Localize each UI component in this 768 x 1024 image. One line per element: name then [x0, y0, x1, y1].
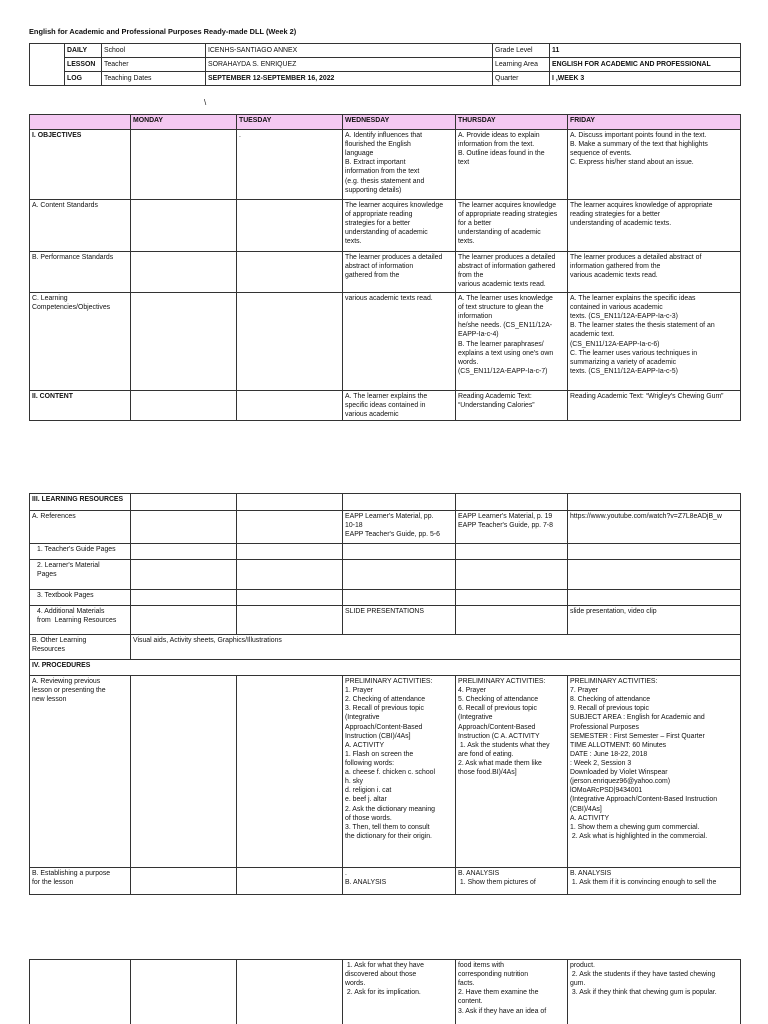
cell-thursday: [456, 391, 568, 421]
cell-friday: [568, 606, 741, 635]
cell-line: Approach/Content-Based: [345, 723, 423, 731]
cell-thursday: [456, 293, 568, 391]
cell-line: of appropriate reading strategies: [458, 211, 558, 219]
cell-line: EAPP Teacher's Guide, pp. 5-6: [345, 531, 440, 539]
objectives-table: [29, 114, 741, 421]
continuation-tuesday-cell: [237, 960, 343, 1024]
cell-line: various academic texts read.: [345, 295, 433, 302]
row-label: A. Content Standards: [30, 200, 131, 252]
row-label: II. CONTENT: [30, 391, 131, 421]
cell-line: of appropriate reading: [345, 211, 413, 219]
cell-line: 2. Ask for its implication.: [345, 989, 421, 997]
cell-line: A. The learner explains the specific ideas: [570, 295, 696, 302]
table-row: [30, 676, 741, 868]
table-row: [30, 590, 741, 606]
cell-wednesday: [343, 494, 456, 511]
day-header-thursday: THURSDAY: [456, 115, 568, 130]
school-value: ICENHS-SANTIAGO ANNEX: [206, 44, 493, 58]
cell-friday: [568, 544, 741, 560]
dll-label-daily: DAILY: [65, 44, 102, 58]
cell-line: various academic texts read.: [570, 272, 658, 280]
row-label: C. Learning Competencies/Objectives: [30, 293, 131, 391]
cell-line: B. The learner paraphrases/: [458, 340, 544, 348]
cell-line: SUBJECT AREA : English for Academic and: [570, 714, 705, 722]
cell-line: 2. Ask the students if they have tasted chewing: [570, 971, 716, 979]
cell-line: e. beef j. altar: [345, 796, 387, 804]
cell-monday: [131, 391, 237, 421]
cell-line: explains a text using one's own: [458, 349, 554, 357]
cell-line: flourished the English: [345, 141, 411, 149]
row-label: I. OBJECTIVES: [30, 130, 131, 200]
cell-tuesday: .: [237, 130, 343, 200]
cell-line: B. Make a summary of the text that highlights: [570, 141, 708, 149]
table-row: [30, 511, 741, 544]
cell-line: are fond of eating.: [458, 750, 514, 758]
cell-line: 2. Ask what is highlighted in the commercial.: [570, 832, 708, 840]
table-row: [30, 868, 741, 895]
cell-friday: [568, 511, 741, 544]
quarter-label: Quarter: [493, 72, 550, 86]
cell-line: C. Express his/her stand about an issue.: [570, 159, 694, 167]
cell-monday: [131, 606, 237, 635]
row-span-cell: Visual aids, Activity sheets, Graphics/Illustrations: [131, 635, 741, 660]
continuation-monday-cell: [131, 960, 237, 1024]
cell-wednesday: [343, 252, 456, 293]
cell-tuesday: [237, 544, 343, 560]
cell-line: 1. Ask them if it is convincing enough to sell the: [570, 879, 717, 887]
cell-line: Reading Academic Text: “Wrigley's Chewing Gum”: [570, 393, 724, 400]
table-row: [30, 494, 741, 511]
cell-line: a. cheese f. chicken c. school: [345, 769, 436, 777]
cell-line: DATE : June 18-22, 2018: [570, 750, 648, 758]
continuation-wednesday-cell: [343, 960, 456, 1024]
row-label: 4. Additional Materials from Learning Resources: [30, 606, 131, 635]
cell-tuesday: [237, 868, 343, 895]
cell-tuesday: [237, 676, 343, 868]
document-title: English for Academic and Professional Purposes Ready-made DLL (Week 2): [29, 27, 297, 36]
cell-line: A. ACTIVITY: [345, 741, 385, 749]
cell-monday: [131, 560, 237, 590]
cell-line: B. The learner states the thesis statement of an: [570, 322, 715, 330]
cell-line: SLIDE PRESENTATIONS: [345, 608, 425, 615]
cell-line: The learner acquires knowledge of appropriate: [570, 202, 713, 209]
cell-thursday: [456, 511, 568, 544]
table-row: [30, 660, 741, 676]
cell-friday: [568, 130, 741, 200]
cell-line: 8. Checking of attendance: [570, 696, 651, 704]
cell-line: (CS_EN11/12A-EAPP-Ia-c-6): [570, 340, 660, 348]
dates-label: Teaching Dates: [102, 72, 206, 86]
cell-line: A. The learner uses knowledge: [458, 295, 553, 302]
cell-line: EAPP Learner's Material, p. 19: [458, 513, 553, 520]
cell-line: content.: [458, 998, 483, 1006]
cell-line: (Integrative: [345, 714, 380, 722]
cell-line: for a better: [458, 220, 492, 228]
cell-friday: [568, 676, 741, 868]
cell-line: information from the text: [345, 168, 420, 176]
teacher-value: SORAHAYDA S. ENRIQUEZ: [206, 58, 493, 72]
cell-line: B. Extract important: [345, 159, 406, 167]
cell-monday: [131, 544, 237, 560]
cell-tuesday: [237, 391, 343, 421]
stray-mark: \: [204, 98, 207, 107]
cell-line: A. ACTIVITY: [570, 814, 610, 822]
cell-line: 5. Checking of attendance: [458, 696, 539, 704]
cell-line: 1. Prayer: [345, 687, 373, 695]
cell-line: 4. Prayer: [458, 687, 486, 695]
row-label: B. Establishing a purpose for the lesson: [30, 868, 131, 895]
cell-line: food items with: [458, 962, 504, 969]
cell-line: Professional Purposes: [570, 723, 639, 731]
cell-line: 7. Prayer: [570, 687, 598, 695]
cell-tuesday: [237, 560, 343, 590]
header-table: [29, 43, 741, 86]
cell-line: information gathered from the: [570, 263, 661, 271]
table-row: [30, 606, 741, 635]
cell-line: abstract of information gathered: [458, 263, 556, 271]
cell-wednesday: [343, 200, 456, 252]
header-blank-cell: [30, 44, 65, 86]
cell-line: “Understanding Calories”: [458, 402, 535, 410]
cell-friday: [568, 200, 741, 252]
cell-thursday: [456, 676, 568, 868]
cell-line: (jerson.enriquez96@yahoo.com): [570, 778, 671, 786]
cell-line: Instruction (CBI)/4As]: [345, 732, 411, 740]
cell-tuesday: [237, 252, 343, 293]
cell-line: 1. Show them a chewing gum commercial.: [570, 823, 700, 831]
row-label: IV. PROCEDURES: [30, 660, 741, 676]
cell-wednesday: [343, 293, 456, 391]
area-label: Learning Area: [493, 58, 550, 72]
cell-line: words.: [345, 980, 366, 988]
cell-line: B. ANALYSIS: [570, 870, 612, 877]
cell-line: TIME ALLOTMENT: 60 Minutes: [570, 741, 667, 749]
cell-friday: [568, 868, 741, 895]
continuation-friday-cell: [568, 960, 741, 1024]
cell-wednesday: [343, 868, 456, 895]
cell-monday: [131, 130, 237, 200]
cell-line: following words:: [345, 759, 395, 767]
cell-tuesday: [237, 590, 343, 606]
cell-line: https://www.youtube.com/watch?v=Z7L8eADjB_w: [570, 513, 722, 520]
cell-line: A. Provide ideas to explain: [458, 132, 540, 139]
cell-line: EAPP-Ia-c-4): [458, 331, 499, 339]
cell-line: texts. (CS_EN11/12A-EAPP-Ia-c-3): [570, 313, 678, 321]
continuation-label-cell: [30, 960, 131, 1024]
cell-thursday: [456, 606, 568, 635]
grade-value: 11: [550, 44, 741, 58]
cell-line: lOMoARcPSD|9434001: [570, 787, 643, 795]
cell-thursday: [456, 544, 568, 560]
row-label: B. Performance Standards: [30, 252, 131, 293]
cell-line: corresponding nutrition: [458, 971, 529, 979]
cell-line: understanding of academic texts.: [570, 220, 672, 228]
cell-line: summarizing a variety of academic: [570, 358, 677, 366]
cell-line: Downloaded by Violet Winspear: [570, 769, 668, 777]
cell-line: sequence of events.: [570, 150, 632, 158]
cell-friday: [568, 252, 741, 293]
cell-line: (CS_EN11/12A-EAPP-Ia-c-7): [458, 367, 548, 375]
cell-line: 9. Recall of previous topic: [570, 705, 649, 713]
cell-line: abstract of information: [345, 263, 414, 271]
cell-line: the dictionary for their origin.: [345, 832, 432, 840]
cell-monday: [131, 252, 237, 293]
cell-tuesday: [237, 200, 343, 252]
cell-line: The learner produces a detailed: [345, 254, 443, 261]
cell-line: 1. Flash on screen the: [345, 750, 414, 758]
school-label: School: [102, 44, 206, 58]
cell-line: 3. Recall of previous topic: [345, 705, 424, 713]
cell-friday: [568, 293, 741, 391]
table-row: [30, 560, 741, 590]
row-label: A. References: [30, 511, 131, 544]
cell-line: reading strategies for a better: [570, 211, 661, 219]
cell-line: Approach/Content-Based: [458, 723, 536, 731]
row-label: III. LEARNING RESOURCES: [30, 494, 131, 511]
cell-line: facts.: [458, 980, 475, 988]
table-row: [30, 544, 741, 560]
cell-line: texts.: [458, 238, 475, 246]
cell-line: texts.: [345, 238, 362, 246]
cell-line: 2. Ask the dictionary meaning: [345, 805, 436, 813]
row-label: B. Other Learning Resources: [30, 635, 131, 660]
cell-thursday: [456, 200, 568, 252]
table-row: [30, 200, 741, 252]
cell-line: The learner produces a detailed abstract of: [570, 254, 702, 261]
resources-procedures-table: [29, 493, 741, 895]
cell-wednesday: [343, 544, 456, 560]
cell-thursday: [456, 590, 568, 606]
dll-label-log: LOG: [65, 72, 102, 86]
cell-line: PRELIMINARY ACTIVITIES:: [570, 678, 658, 685]
cell-line: 6. Recall of previous topic: [458, 705, 537, 713]
cell-line: B. ANALYSIS: [458, 870, 500, 877]
cell-line: B. Outline ideas found in the: [458, 150, 545, 158]
cell-tuesday: [237, 293, 343, 391]
cell-line: 3. Ask if they think that chewing gum is popular.: [570, 989, 717, 997]
cell-thursday: [456, 130, 568, 200]
cell-line: language: [345, 150, 374, 158]
cell-friday: [568, 590, 741, 606]
cell-line: information from the text.: [458, 141, 535, 149]
cell-monday: [131, 511, 237, 544]
cell-line: 2. Checking of attendance: [345, 696, 426, 704]
cell-line: A. The learner explains the: [345, 393, 428, 400]
cell-line: (e.g. thesis statement and: [345, 177, 425, 185]
cell-tuesday: [237, 606, 343, 635]
cell-line: product.: [570, 962, 595, 969]
table-row: [30, 635, 741, 660]
cell-line: 1. Ask for what they have: [345, 962, 424, 969]
continuation-thursday-cell: [456, 960, 568, 1024]
cell-line: he/she needs. (CS_EN11/12A-: [458, 322, 553, 330]
cell-line: The learner acquires knowledge: [345, 202, 444, 209]
cell-thursday: [456, 494, 568, 511]
cell-line: slide presentation, video clip: [570, 608, 657, 615]
cell-line: 2. Have them examine the: [458, 989, 539, 997]
cell-line: The learner produces a detailed: [458, 254, 556, 261]
cell-monday: [131, 676, 237, 868]
cell-line: h. sky: [345, 778, 363, 786]
cell-wednesday: [343, 130, 456, 200]
cell-line: contained in various academic: [570, 304, 663, 312]
cell-monday: [131, 494, 237, 511]
cell-line: from the: [458, 272, 484, 280]
cell-line: Reading Academic Text:: [458, 393, 532, 400]
cell-wednesday: [343, 676, 456, 868]
cell-monday: [131, 200, 237, 252]
cell-wednesday: [343, 391, 456, 421]
cell-line: B. ANALYSIS: [345, 879, 387, 887]
cell-line: of text structure to glean the: [458, 304, 544, 312]
table-row: [30, 391, 741, 421]
cell-line: (Integrative Approach/Content-Based Instruction: [570, 796, 718, 804]
cell-line: information: [458, 313, 493, 321]
cell-monday: [131, 293, 237, 391]
day-header-monday: MONDAY: [131, 115, 237, 130]
day-header-wednesday: WEDNESDAY: [343, 115, 456, 130]
cell-friday: [568, 391, 741, 421]
cell-line: .: [345, 870, 347, 877]
table-row: [30, 293, 741, 391]
cell-line: (Integrative: [458, 714, 493, 722]
cell-line: specific ideas contained in: [345, 402, 426, 410]
day-header-friday: FRIDAY: [568, 115, 741, 130]
cell-line: of those words.: [345, 814, 392, 822]
cell-friday: [568, 494, 741, 511]
cell-monday: [131, 868, 237, 895]
cell-line: academic text.: [570, 331, 615, 339]
cell-line: gum.: [570, 980, 586, 988]
cell-line: (CBI)/4As]: [570, 805, 602, 813]
dates-value: SEPTEMBER 12-SEPTEMBER 16, 2022: [206, 72, 493, 86]
cell-line: 3. Then, tell them to consult: [345, 823, 430, 831]
day-header-blank: [30, 115, 131, 130]
quarter-value: I ,WEEK 3: [550, 72, 741, 86]
cell-line: 1. Show them pictures of: [458, 879, 536, 887]
cell-line: understanding of academic: [345, 229, 428, 237]
teacher-label: Teacher: [102, 58, 206, 72]
cell-line: texts. (CS_EN11/12A-EAPP-Ia-c-5): [570, 367, 678, 375]
cell-line: 3. Ask if they have an idea of: [458, 1007, 547, 1015]
cell-line: Instruction (C A. ACTIVITY: [458, 732, 540, 740]
cell-line: EAPP Teacher's Guide, pp. 7-8: [458, 522, 553, 530]
cell-line: EAPP Learner's Material, pp.: [345, 513, 434, 520]
cell-thursday: [456, 560, 568, 590]
cell-line: understanding of academic: [458, 229, 541, 237]
cell-line: PRELIMINARY ACTIVITIES:: [345, 678, 433, 685]
cell-line: those food.BI)/4As]: [458, 769, 517, 777]
cell-thursday: [456, 868, 568, 895]
cell-line: various academic texts read.: [458, 281, 546, 289]
cell-line: strategies for a better: [345, 220, 411, 228]
cell-line: The learner acquires knowledge: [458, 202, 557, 209]
cell-line: d. religion i. cat: [345, 787, 392, 795]
cell-monday: [131, 590, 237, 606]
cell-wednesday: [343, 606, 456, 635]
cell-line: 2. Ask what made them like: [458, 759, 542, 767]
row-label: 3. Textbook Pages: [30, 590, 131, 606]
cell-line: discovered about those: [345, 971, 417, 979]
cell-line: A. Identify influences that: [345, 132, 422, 139]
cell-line: words.: [458, 358, 479, 366]
cell-line: PRELIMINARY ACTIVITIES:: [458, 678, 546, 685]
day-header-tuesday: TUESDAY: [237, 115, 343, 130]
cell-tuesday: [237, 511, 343, 544]
cell-friday: [568, 560, 741, 590]
cell-wednesday: [343, 590, 456, 606]
table-row: [30, 252, 741, 293]
continuation-table: [29, 959, 741, 1024]
cell-line: supporting details): [345, 186, 402, 194]
row-label: 2. Learner's Material Pages: [30, 560, 131, 590]
cell-line: gathered from the: [345, 272, 400, 280]
cell-line: various academic: [345, 411, 399, 419]
cell-thursday: [456, 252, 568, 293]
cell-line: : Week 2, Session 3: [570, 759, 632, 767]
row-label: 1. Teacher's Guide Pages: [30, 544, 131, 560]
cell-line: 1. Ask the students what they: [458, 741, 550, 749]
table-row: [30, 130, 741, 200]
dll-label-lesson: LESSON: [65, 58, 102, 72]
cell-wednesday: [343, 560, 456, 590]
cell-line: 10-18: [345, 522, 363, 530]
cell-line: A. Discuss important points found in the text.: [570, 132, 707, 139]
cell-line: text: [458, 159, 470, 167]
row-label: A. Reviewing previous lesson or presenting the new lesson: [30, 676, 131, 868]
cell-wednesday: [343, 511, 456, 544]
grade-label: Grade Level: [493, 44, 550, 58]
cell-line: SEMESTER : First Semester – First Quarter: [570, 732, 705, 740]
area-value: ENGLISH FOR ACADEMIC AND PROFESSIONAL: [550, 58, 741, 72]
cell-tuesday: [237, 494, 343, 511]
cell-line: C. The learner uses various techniques in: [570, 349, 698, 357]
